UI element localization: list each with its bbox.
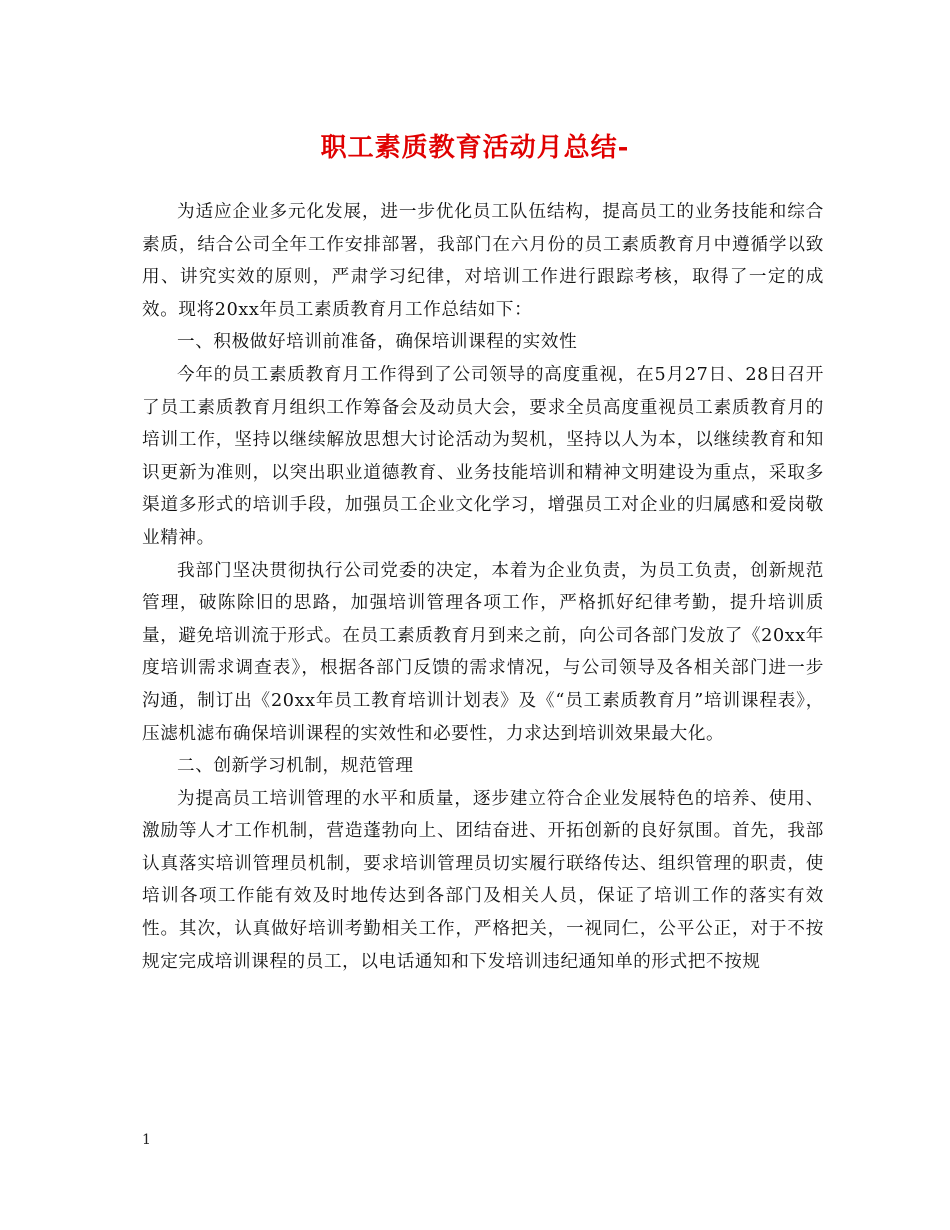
intro-paragraph: 为适应企业多元化发展，进一步优化员工队伍结构，提高员工的业务技能和综合素质，结合公司全年工作安排部署，我部门在六月份的员工素质教育月中遵循学以致用、讲究实效的原则，严肃学习纪律，对培训工作进行跟踪考核，取得了一定的成效。现将20xx年员工素质教育月工作总结如下：	[142, 202, 824, 320]
section-2-paragraph-1: 为提高员工培训管理的水平和质量，逐步建立符合企业发展特色的培养、使用、激励等人才工作机制，营造蓬勃向上、团结奋进、开拓创新的良好氛围。首先，我部认真落实培训管理员机制，要求培训管理员切实履行联络传达、组织管理的职责，使培训各项工作能有效及时地传达到各部门及相关人员，保证了培训工作的落实有效性。其次，认真做好培训考勤相关工作，严格把关，一视同仁，公平公正，对于不按规定完成培训课程的员工，以电话通知和下发培训违纪通知单的形式把不按规	[142, 788, 824, 972]
section-1-paragraph-2: 我部门坚决贯彻执行公司党委的决定，本着为企业负责，为员工负责，创新规范管理，破陈除旧的思路，加强培训管理各项工作，严格抓好纪律考勤，提升培训质量，避免培训流于形式。在员工素质教育月到来之前，向公司各部门发放了《20xx年度培训需求调查表》，根据各部门反馈的需求情况，与公司领导及各相关部门进一步沟通，制订出《20xx年员工教育培训计划表》及《“员工素质教育月”培训课程表》，压滤机滤布确保培训课程的实效性和必要性，力求达到培训效果最大化。	[142, 560, 824, 744]
document-title: 职工素质教育活动月总结-	[320, 133, 630, 163]
document-body	[142, 196, 824, 978]
section-heading-2: 二、创新学习机制，规范管理	[177, 756, 414, 777]
section-1-paragraph-1: 今年的员工素质教育月工作得到了公司领导的高度重视，在5月27日、28日召开了员工素质教育月组织工作筹备会及动员大会，要求全员高度重视员工素质教育月的培训工作，坚持以继续解放思想大讨论活动为契机，坚持以人为本，以继续教育和知识更新为准则，以突出职业道德教育、业务技能培训和精神文明建设为重点，采取多渠道多形式的培训手段，加强员工企业文化学习，增强员工对企业的归属感和爱岗敬业精神。	[142, 364, 824, 548]
section-heading-1: 一、积极做好培训前准备，确保培训课程的实效性	[177, 332, 578, 353]
page-number: 1	[142, 1132, 151, 1148]
